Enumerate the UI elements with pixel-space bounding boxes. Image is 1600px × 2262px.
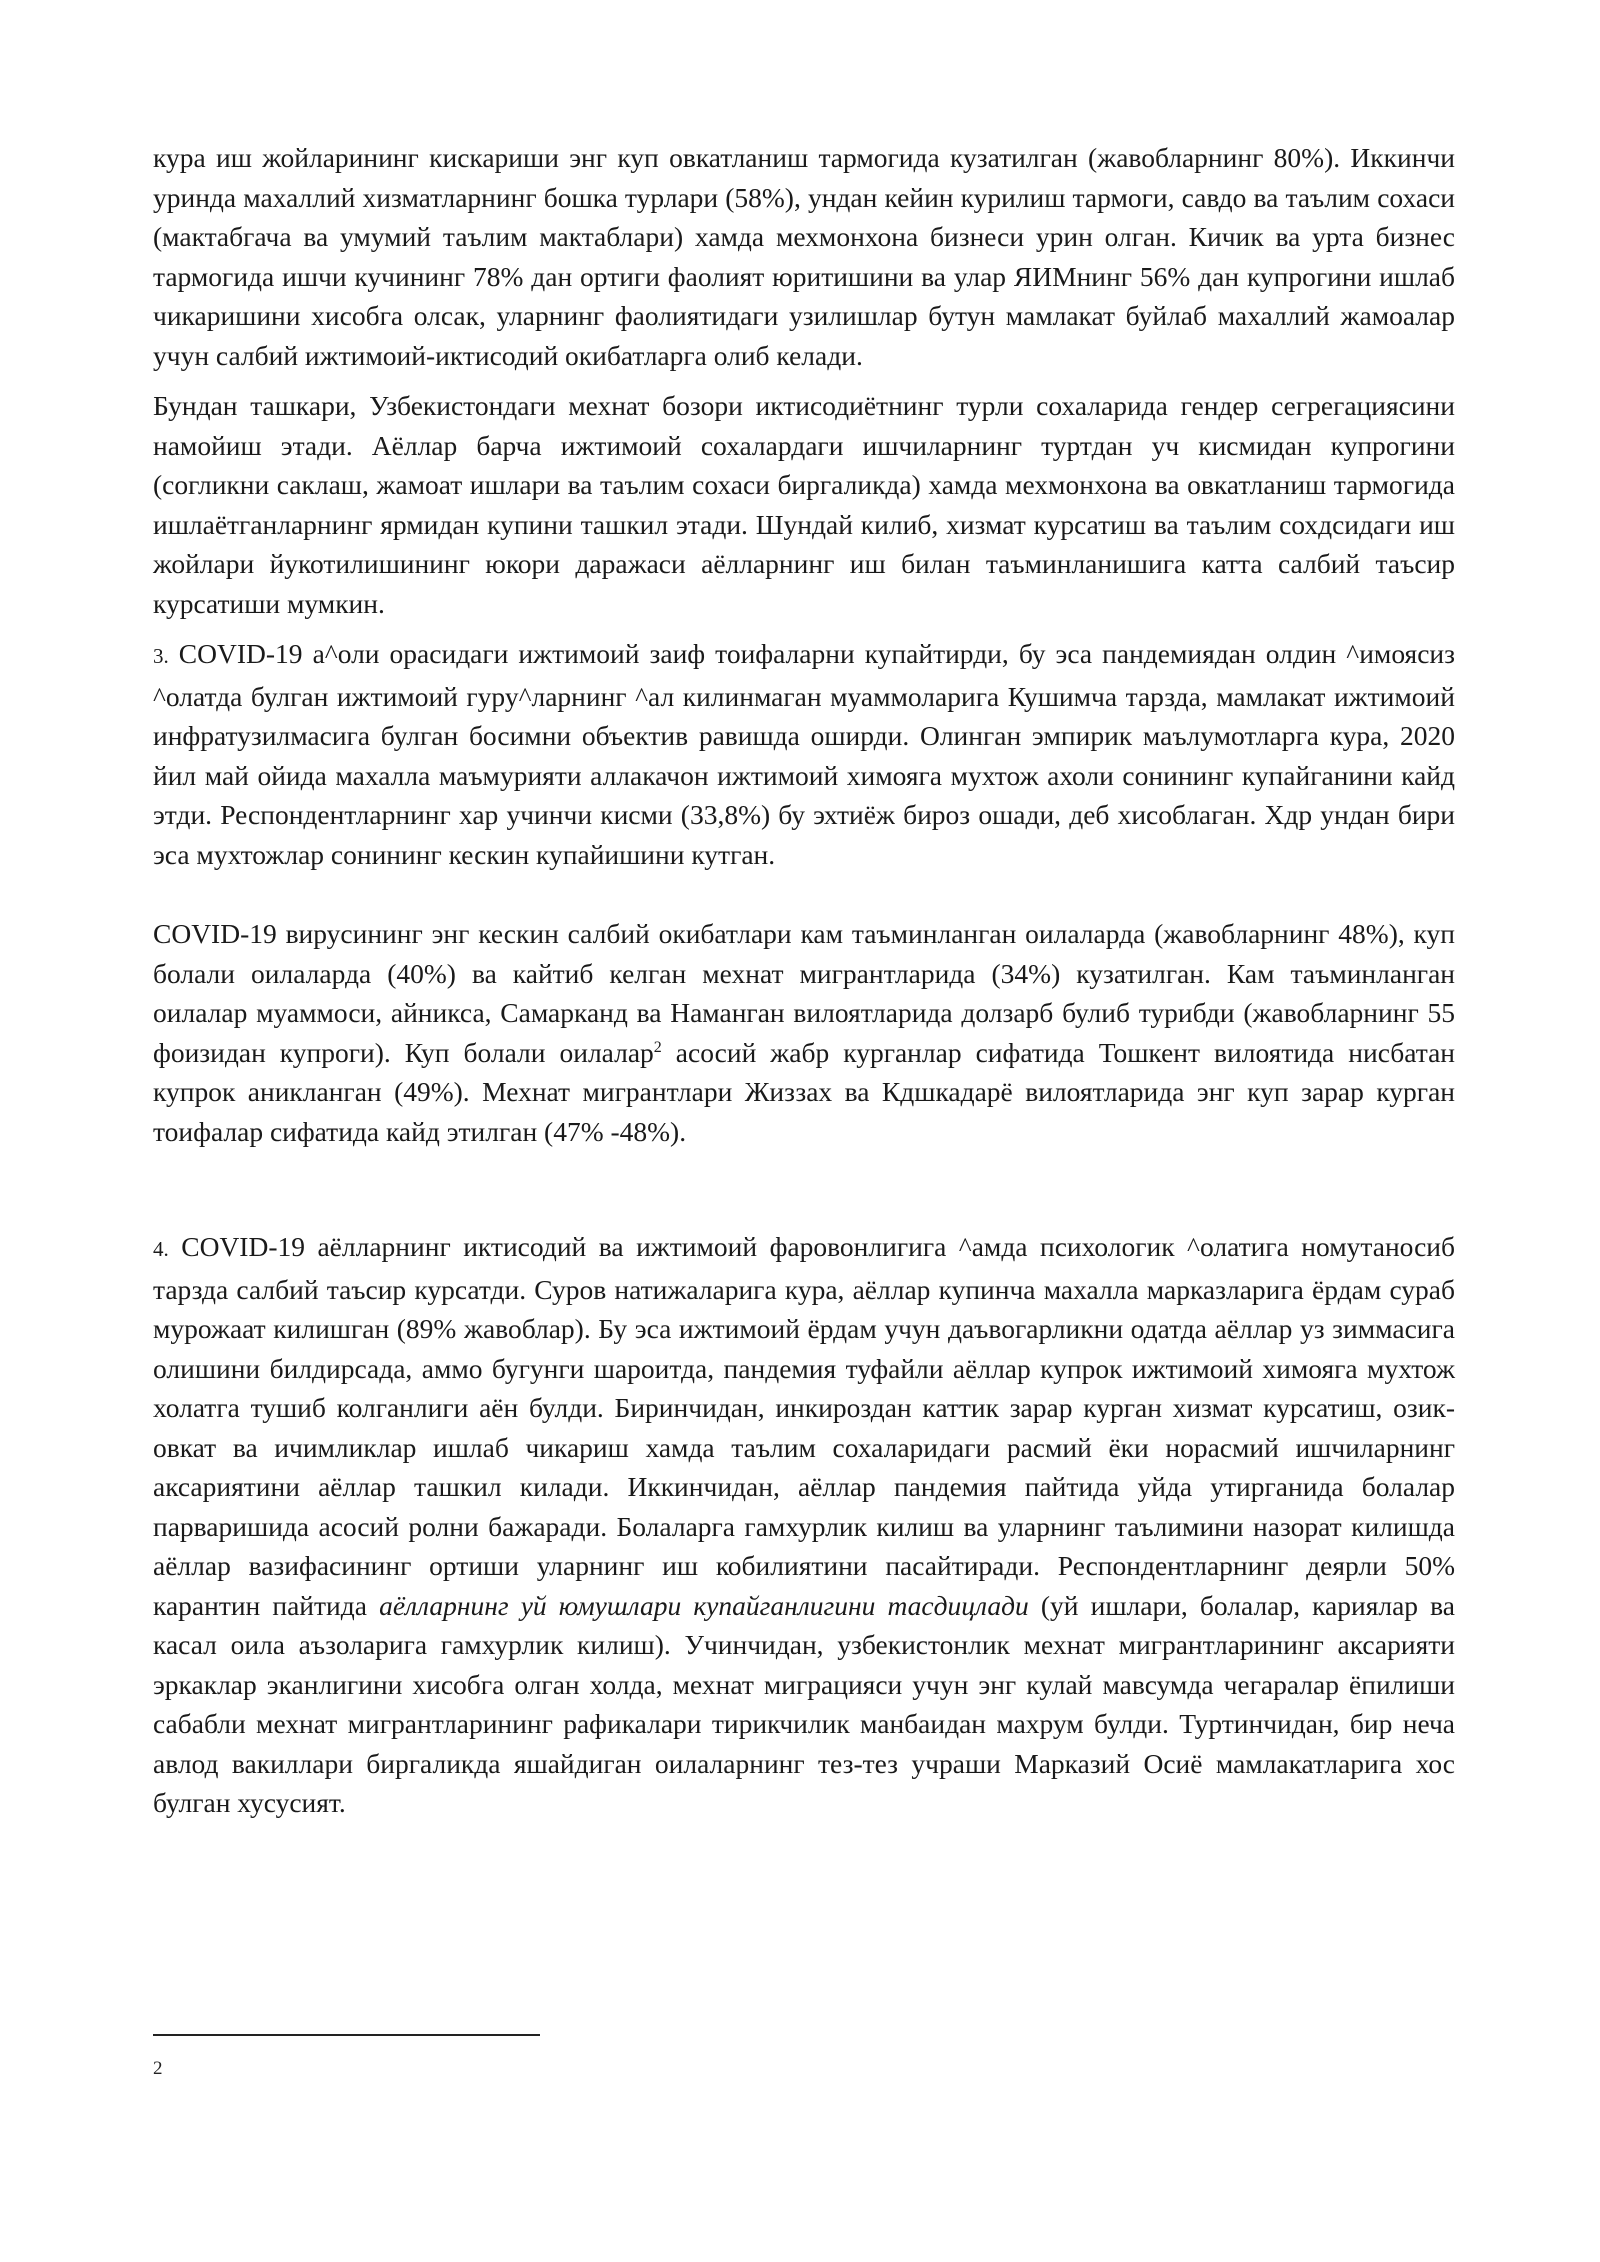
paragraph-4-text-a: COVID-19 вирусининг энг кескин салбий окибатлари кам таъминланган оилаларда (жавобларнинг 48%), куп болали оилаларда (40%) ва кайтиб келган мехнат мигрантларида (34%) кузатилган. Кам таъминланган оилалар муаммоси, айникса, Самарканд ва Наманган вилоятларида долзарб булиб турибди (жавобларнинг 55 фоизидан купроги). Куп болали оилалар: [153, 918, 1455, 1068]
paragraph-5-text-a: COVID-19 аёлларнинг иктисодий ва ижтимоий фаровонлигига ^амда психологик ^олатига номутаносиб тарзда салбий таъсир курсатди. Суров натижаларига кура, аёллар купинча махалла марказларига ёрдам сураб мурожаат килишган (89% жавоблар). Бу эса ижтимоий ёрдам учун даъвогарликни одатда аёллар уз зиммасига олишини билдирсада, аммо бугунги шароитда, пандемия туфайли аёллар купрок ижтимоий химояга мухтож холатга тушиб колганлиги аён булди. Биринчидан, инкироздан каттик зарар курган хизмат курсатиш, озик-овкат ва ичимликлар ишлаб чикариш хамда таълим сохаларидаги расмий ёки норасмий ишчиларнинг аксариятини аёллар ташкил килади. Иккинчидан, аёллар пандемия пайтида уйда утирганида болалар парваришида асосий ролни бажаради. Болаларга гамхурлик килиш ва уларнинг таълимини назорат килишда аёллар вазифасининг ортиши уларнинг иш кобилиятини пасайтиради. Респондентларнинг деярли 50% карантин пайтида: [153, 1231, 1456, 1621]
paragraph-5-italic: аёлларнинг уй юмушлари купайганлигини тасдицлади: [379, 1589, 1029, 1621]
item-number-3: 3.: [153, 644, 169, 668]
paragraph-3-text: COVID-19 а^оли орасидаги ижтимоий заиф тоифаларни купайтирди, бу эса пандемиядан олдин ^имоясиз ^олатда булган ижтимоий гуру^ларнинг ^ал килинмаган муаммоларига Кушимча тарзда, мамлакат ижтимоий инфратузилмасига булган босимни объектив равишда оширди. Олинган эмпирик маълумотларга кура, 2020 йил май ойида махалла маъмурияти аллакачон ижтимоий химояга мухтож ахоли сонининг купайганини кайд этди. Респондентларнинг хар учинчи кисми (33,8%) бу эхтиёж бироз ошади, деб хисоблаган. Хдр ундан бири эса мухтожлар сонининг кескин купайишини кутган.: [153, 638, 1455, 870]
footnote-reference[interactable]: 2: [653, 1038, 662, 1056]
document-body: [153, 138, 1455, 1823]
paragraph-1: кура иш жойларининг кискариши энг куп овкатланиш тармогида кузатилган (жавобларнинг 80%). Иккинчи уринда махаллий хизматларнинг бошка турлари (58%), ундан кейин курилиш тармоги, савдо ва таълим сохаси (мактабгача ва умумий таълим мактаблари) хамда мехмонхона бизнеси урин олган. Кичик ва урта бизнес тармогида ишчи кучининг 78% дан ортиги фаолият юритишини ва улар ЯИМнинг 56% дан купрогини ишлаб чикаришини хисобга олсак, уларнинг фаолиятидаги узилишлар бутун мамлакат буйлаб махаллий жамоалар учун салбий ижтимоий-иктисодий окибатларга олиб келади.: [153, 142, 1455, 371]
paragraph-4: [153, 914, 1455, 1151]
footnote-separator: [153, 2034, 540, 2036]
item-number-4: 4.: [153, 1237, 169, 1261]
footnote-number: 2: [153, 2058, 163, 2079]
paragraph-3: [153, 634, 1455, 874]
paragraph-5-text-b: (уй ишлари, болалар, кариялар ва касал оила аъзоларига гамхурлик килиш). Учинчидан, узбекистонлик мехнат мигрантларининг аксарияти эркаклар эканлигини хисобга олган холда, мехнат миграцияси учун энг кулай мавсумда чегаралар ёпилиши сабабли мехнат мигрантларининг рафикалари тирикчилик манбаидан махрум булди. Туртинчидан, бир неча авлод вакиллари биргаликда яшайдиган оилаларнинг тез-тез учраши Марказий Осиё мамлакатларига хос булган хусусият.: [153, 1589, 1455, 1818]
paragraph-5: [153, 1227, 1455, 1823]
paragraph-4-text-b: асосий жабр курганлар сифатида Тошкент вилоятида нисбатан купрок аникланган (49%). Мехнат мигрантлари Жиззах ва Кдшкадарё вилоятларида энг куп зарар курган тоифалар сифатида кайд этилган (47% -48%).: [153, 1036, 1455, 1147]
paragraph-2: Бундан ташкари, Узбекистондаги мехнат бозори иктисодиётнинг турли сохаларида гендер сегрегациясини намойиш этади. Аёллар барча ижтимоий сохалардаги ишчиларнинг туртдан уч кисмидан купрогини (согликни саклаш, жамоат ишлари ва таълим сохаси биргаликда) хамда мехмонхона ва овкатланиш тармогида ишлаётганларнинг ярмидан купини ташкил этади. Шундай килиб, хизмат курсатиш ва таълим сохдсидаги иш жойлари йукотилишининг юкори даражаси аёлларнинг иш билан таъминланишига катта салбий таъсир курсатиши мумкин.: [153, 390, 1455, 619]
